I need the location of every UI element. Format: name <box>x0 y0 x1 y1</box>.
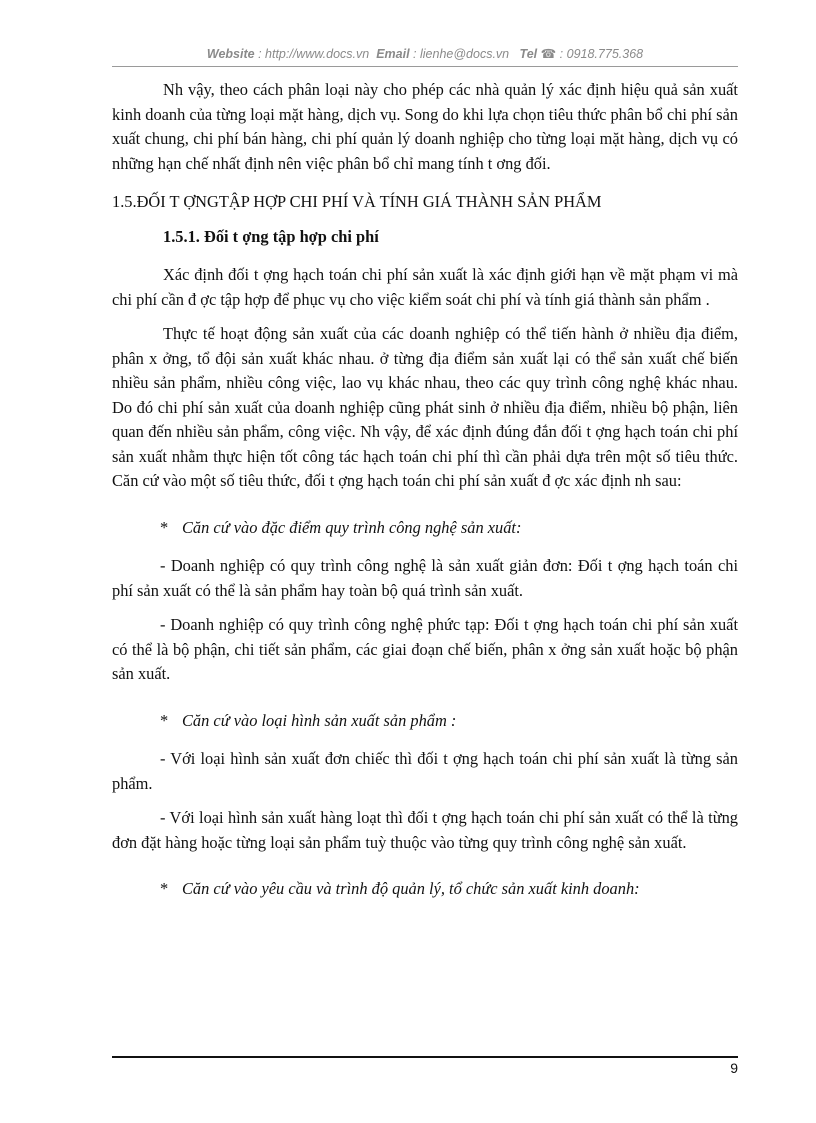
website-value: : http://www.docs.vn <box>258 47 370 61</box>
email-label: Email <box>376 47 410 61</box>
website-label: Website <box>206 47 255 61</box>
tel-label: Tel <box>519 47 538 61</box>
asterisk-bullet: * <box>160 517 169 537</box>
note-process-criteria <box>112 516 738 541</box>
item-batch-production: - Với loại hình sản xuất hàng loạt thì đối t ợng hạch toán chi phí sản xuất có thể là từng đơn đặt hàng hoặc từng loại sản phẩm tuỳ thuộc vào từng quy trình công nghệ sản xuất. <box>112 808 738 852</box>
footer-divider <box>112 1056 738 1058</box>
note-text: Căn cứ vào loại hình sản xuất sản phẩm : <box>182 710 457 730</box>
asterisk-bullet: * <box>160 879 169 898</box>
note-text: Căn cứ vào yêu cầu và trình độ quản lý, tổ chức sản xuất kinh doanh: <box>182 879 640 898</box>
header-divider <box>112 66 738 67</box>
note-management-criteria <box>112 877 738 902</box>
paragraph-definition: Xác định đối t ợng hạch toán chi phí sản xuất là xác định giới hạn về mặt phạm vi mà chi phí cần đ ợc tập hợp để phục vụ cho việc kiểm soát chi phí và tính giá thành sản phẩm . <box>112 265 738 309</box>
note-text: Căn cứ vào đặc điểm quy trình công nghệ sản xuất: <box>182 517 522 537</box>
paragraph-reality: Thực tế hoạt động sản xuất của các doanh nghiệp có thể tiến hành ở nhiều địa điểm, phân x ởng, tổ đội sản xuất khác nhau. ở từng địa điểm sản xuất lại có thể sản xuất chế biến nhiều sản phẩm, nhiều công việc, lao vụ khác nhau, theo các quy trình công nghệ khác nhau. Do đó chi phí sản xuất của doanh nghiệp cũng phát sinh ở nhiều địa điểm, nhiều bộ phận, liên quan đến nhiều sản phẩm, công việc. Nh vậy, để xác định đúng đắn đối t ợng hạch toán chi phí sản xuất nhằm thực hiện tốt công tác hạch toán chi phí thì cần phải dựa trên một số tiêu thức. Căn cứ vào một số tiêu thức, đối t ợng hạch toán chi phí sản xuất đ ợc xác định nh sau: <box>112 324 738 490</box>
subsection-heading: 1.5.1. Đối t ợng tập hợp chi phí <box>163 226 379 246</box>
email-value: : lienhe@docs.vn <box>413 47 510 61</box>
section-heading: 1.5.ĐỐI T ỢNGTẬP HỢP CHI PHÍ VÀ TÍNH GIÁ THÀNH SẢN PHẨM <box>112 192 602 211</box>
item-single-production: - Với loại hình sản xuất đơn chiếc thì đối t ợng hạch toán chi phí sản xuất là từng sản phẩm. <box>112 749 738 793</box>
item-complex-process: - Doanh nghiệp có quy trình công nghệ phức tạp: Đối t ợng hạch toán chi phí sản xuất có thể là bộ phận, chi tiết sản phẩm, các giai đoạn chế biến, phân x ởng sản xuất hoặc bộ phận sản xuất. <box>112 615 738 683</box>
tel-value: ☎ : 0918.775.368 <box>540 47 644 61</box>
item-simple-process: - Doanh nghiệp có quy trình công nghệ là sản xuất giản đơn: Đối t ợng hạch toán chi phí sản xuất có thể là sản phẩm hay toàn bộ quá trình sản xuất. <box>112 556 738 600</box>
paragraph-intro: Nh vậy, theo cách phân loại này cho phép các nhà quản lý xác định hiệu quả sản xuất kinh doanh của từng loại mặt hàng, dịch vụ. Song do khi lựa chọn tiêu thức phân bổ chi phí sản xuất chung, chi phí bán hàng, chi phí quản lý doanh nghiệp cho từng loại mặt hàng, dịch vụ có những hạn chế nhất định nên việc phân bổ chỉ mang tính t ơng đối. <box>112 80 738 173</box>
page-body <box>112 78 738 902</box>
asterisk-bullet: * <box>160 710 169 730</box>
page-header <box>112 46 738 61</box>
note-production-type <box>112 709 738 734</box>
page-number: 9 <box>730 1060 738 1076</box>
